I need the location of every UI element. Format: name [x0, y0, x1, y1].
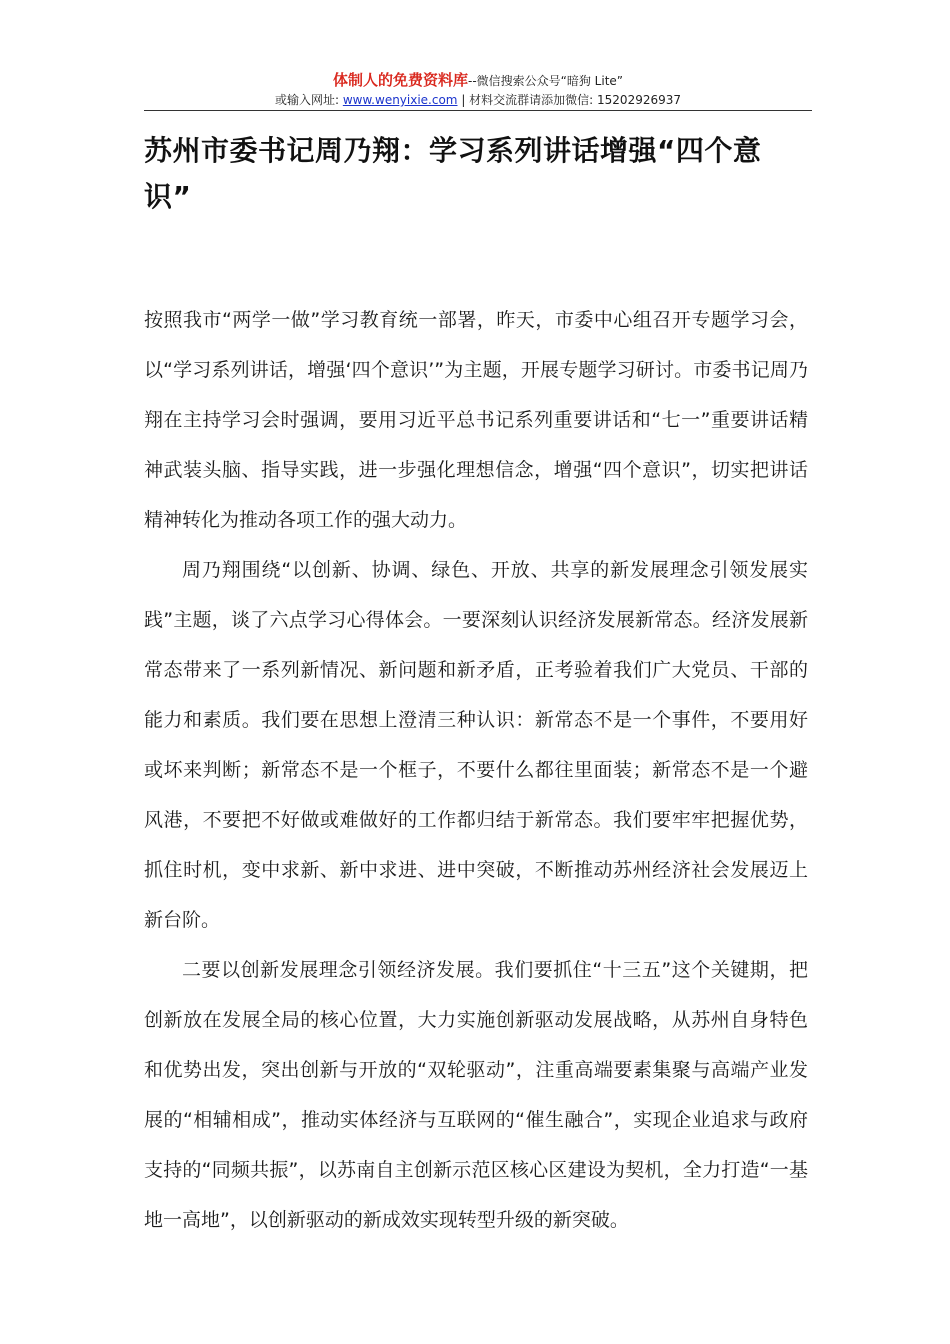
document-header	[144, 72, 812, 108]
article-title: 苏州市委书记周乃翔：学习系列讲话增强“四个意识”	[144, 134, 762, 213]
header-line-2	[144, 92, 812, 108]
article-body	[144, 295, 808, 1245]
url-prefix: 或输入网址:	[274, 93, 343, 107]
header-divider	[144, 110, 812, 111]
header-slogan: --微信搜索公众号“暗狗 Lite”	[467, 74, 624, 88]
header-line-1	[144, 72, 812, 90]
paragraph-3: 二要以创新发展理念引领经济发展。我们要抓住“十三五”这个关键期，把创新放在发展全局的核心位置，大力实施创新驱动发展战略，从苏州自身特色和优势出发，突出创新与开放的“双轮驱动”，注重高端要素集聚与高端产业发展的“相辅相成”，推动实体经济与互联网的“催生融合”，实现企业追求与政府支持的“同频共振”，以苏南自主创新示范区核心区建设为契机，全力打造“一基地一高地”，以创新驱动的新成效实现转型升级的新突破。	[144, 959, 808, 1231]
contact-info: | 材料交流群请添加微信: 15202926937	[457, 93, 682, 107]
brand-name: 体制人的免费资料库	[332, 71, 468, 89]
paragraph-1: 按照我市“两学一做”学习教育统一部署，昨天，市委中心组召开专题学习会，以“学习系列讲话，增强‘四个意识’”为主题，开展专题学习研讨。市委书记周乃翔在主持学习会时强调，要用习近平总书记系列重要讲话和“七一”重要讲话精神武装头脑、指导实践，进一步强化理想信念，增强“四个意识”，切实把讲话精神转化为推动各项工作的强大动力。	[144, 309, 808, 531]
paragraph-2: 周乃翔围绕“以创新、协调、绿色、开放、共享的新发展理念引领发展实践”主题，谈了六点学习心得体会。一要深刻认识经济发展新常态。经济发展新常态带来了一系列新情况、新问题和新矛盾，正考验着我们广大党员、干部的能力和素质。我们要在思想上澄清三种认识：新常态不是一个事件，不要用好或坏来判断；新常态不是一个框子，不要什么都往里面装；新常态不是一个避风港，不要把不好做或难做好的工作都归结于新常态。我们要牢牢把握优势，抓住时机，变中求新、新中求进、进中突破，不断推动苏州经济社会发展迈上新台阶。	[144, 559, 808, 931]
website-link[interactable]: www.wenyixie.com	[342, 93, 458, 107]
